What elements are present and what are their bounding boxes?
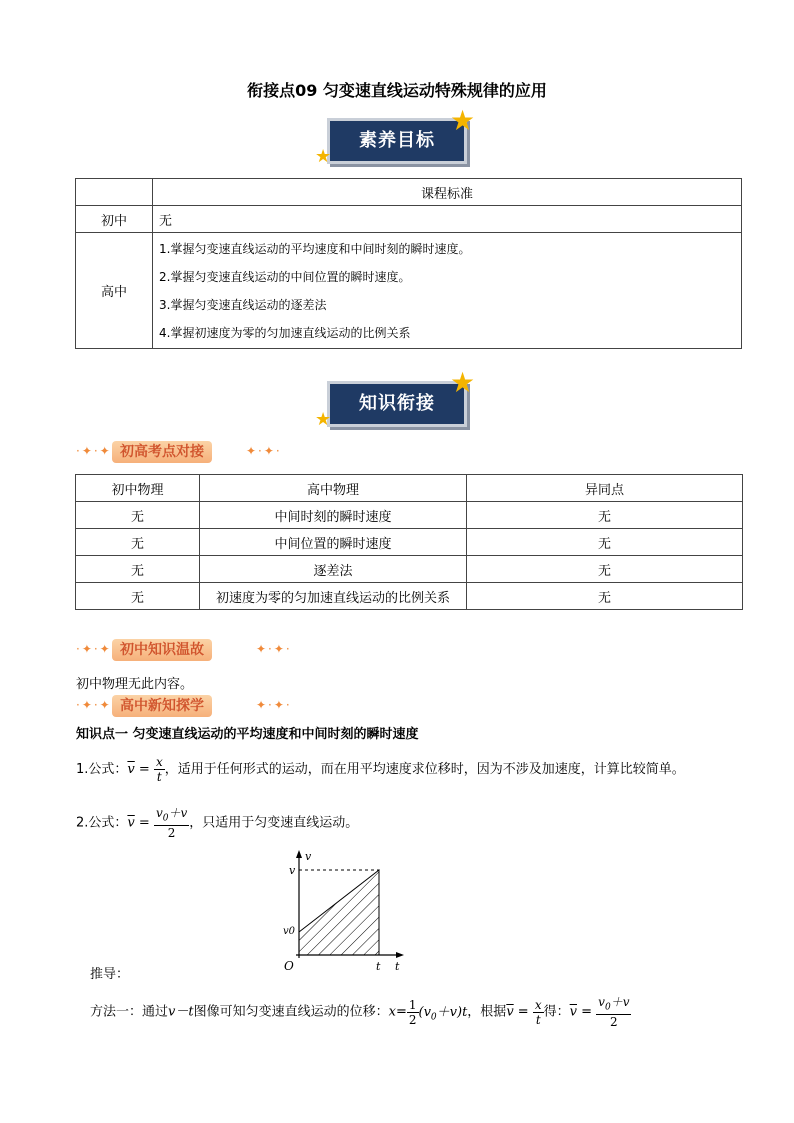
table-cell: 无	[76, 502, 200, 529]
ribbon-senior-new	[76, 695, 296, 717]
sparkle-icon: ✦·✦·	[256, 698, 292, 712]
table-cell: 初速度为零的匀加速直线运动的比例关系	[200, 583, 467, 610]
table-row	[76, 233, 742, 349]
sparkle-icon: ·✦·✦	[76, 642, 112, 656]
document-title: 衔接点09 匀变速直线运动特殊规律的应用	[247, 81, 547, 100]
table-cell: 中间位置的瞬时速度	[200, 529, 467, 556]
standard-item: 4.掌握初速度为零的匀加速直线运动的比例关系	[159, 325, 411, 340]
row-label: 初中	[76, 206, 153, 233]
table-cell: 无	[76, 529, 200, 556]
column-header: 异同点	[467, 475, 743, 502]
formula-suffix: ，适用于任何形式的运动，而在用平均速度求位移时，因为不涉及加速度，计算比较简单。	[164, 762, 685, 777]
sparkle-icon: ·✦·✦	[76, 698, 112, 712]
section-banner-literacy-goals	[327, 118, 467, 164]
table-header-row	[76, 475, 743, 502]
row-content: 无	[153, 206, 742, 233]
star-icon: ★	[450, 366, 476, 399]
v-axis-label: v	[305, 850, 312, 863]
ribbon-label: 初高考点对接	[112, 441, 212, 463]
curriculum-standard-table	[75, 178, 742, 349]
v-axis-arrow-icon	[296, 850, 302, 858]
standard-item: 1.掌握匀变速直线运动的平均速度和中间时刻的瞬时速度。	[159, 241, 471, 256]
v-tick-label: v	[289, 864, 296, 877]
sparkle-icon: ✦·✦·	[256, 642, 292, 656]
comparison-table	[75, 474, 743, 610]
standard-item: 2.掌握匀变速直线运动的中间位置的瞬时速度。	[159, 269, 411, 284]
banner-label: 知识衔接	[359, 393, 435, 414]
table-row	[76, 529, 743, 556]
table-cell: 无	[467, 502, 743, 529]
standard-item: 3.掌握匀变速直线运动的逐差法	[159, 297, 327, 312]
method-text: 得：	[543, 1004, 570, 1020]
table-row	[76, 556, 743, 583]
table-cell: 无	[467, 529, 743, 556]
derivation-label: 推导：	[90, 967, 130, 982]
ribbon-label: 初中知识温故	[112, 639, 212, 661]
method-text: 方法一：通过	[90, 1004, 169, 1020]
table-header: 课程标准	[153, 179, 742, 206]
table-cell: 无	[467, 583, 743, 610]
table-row	[76, 502, 743, 529]
column-header: 初中物理	[76, 475, 200, 502]
star-icon: ★	[315, 146, 332, 167]
table-cell: 无	[467, 556, 743, 583]
v0-tick-label: v0	[283, 926, 296, 937]
junior-content-text: 初中物理无此内容。	[76, 677, 194, 692]
table-cell: 中间时刻的瞬时速度	[200, 502, 467, 529]
t-tick-label: t	[376, 960, 381, 973]
t-axis-label: t	[395, 960, 400, 973]
table-cell: 无	[76, 583, 200, 610]
ribbon-junior-review	[76, 639, 296, 661]
sparkle-icon: ✦·✦·	[246, 444, 282, 458]
table-cell: 无	[76, 556, 200, 583]
ribbon-exam-points	[76, 441, 296, 463]
sparkle-icon: ·✦·✦	[76, 444, 112, 458]
method-1: 方法一：通过v－t图像可知匀变速直线运动的位移：x= $\frac{1}{2}$ $(v_0+v)t$，根据$\overline{v}$ = $\frac{x}{t}$ 得：$\overline{v}$ = $\frac{v_0+v}{2}$	[90, 995, 630, 1030]
formula-prefix: 2.公式：	[76, 815, 128, 831]
star-icon: ★	[315, 409, 332, 430]
method-text: 图像可知匀变速直线运动的位移：	[193, 1004, 389, 1020]
column-header: 高中物理	[200, 475, 467, 502]
table-row	[76, 206, 742, 233]
formula-2: 2.公式：$\overline{v}$ = $\frac{v_0+v}{2}$ ，只适用于匀变速直线运动。	[76, 806, 359, 841]
row-label: 高中	[76, 233, 153, 349]
knowledge-point-title: 知识点一 匀变速直线运动的平均速度和中间时刻的瞬时速度	[76, 727, 419, 742]
v-t-graph	[278, 848, 408, 976]
method-text: ，根据	[467, 1004, 507, 1020]
formula-suffix: ，只适用于匀变速直线运动。	[189, 815, 359, 831]
t-axis-arrow-icon	[396, 952, 404, 958]
formula-1: 1.公式：$\overline{v}$ = $\frac{x}{t}$ ，适用于任何形式的运动，而在用平均速度求位移时，因为不涉及加速度，计算比较简单。	[76, 755, 685, 784]
formula-prefix: 1.公式：	[76, 762, 128, 777]
ribbon-label: 高中新知探学	[112, 695, 212, 717]
table-row	[76, 583, 743, 610]
banner-label: 素养目标	[359, 130, 435, 151]
star-icon: ★	[450, 104, 476, 137]
section-banner-knowledge-bridge	[327, 381, 467, 427]
vt-symbol: v－t	[168, 1004, 194, 1020]
origin-label: O	[284, 959, 294, 973]
table-cell: 逐差法	[200, 556, 467, 583]
